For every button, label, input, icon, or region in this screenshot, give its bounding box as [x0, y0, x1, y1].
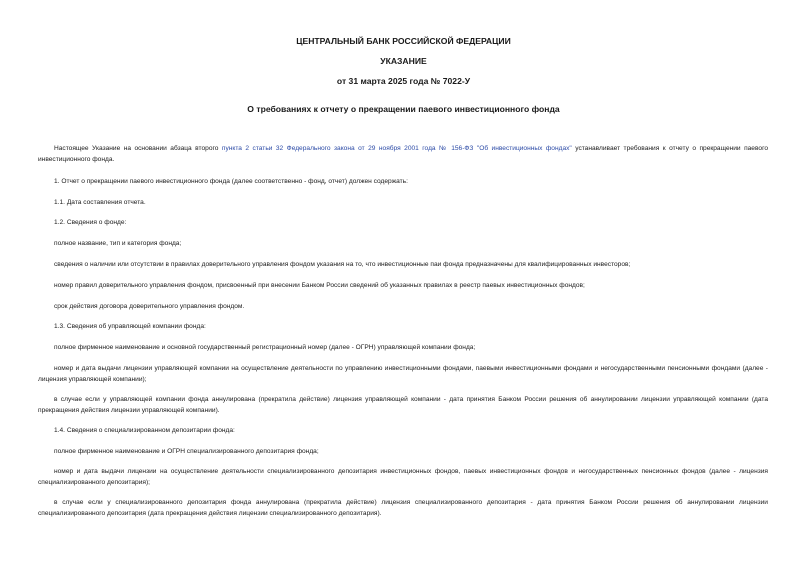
- document-title: О требованиях к отчету о прекращении паевого инвестиционного фонда: [247, 104, 560, 114]
- preamble-text-end: устанавливает требования к отчету о прекращении паевого инвестиционного фонда.: [38, 145, 768, 163]
- paragraph-1-1: 1.1. Дата составления отчета.: [54, 199, 146, 206]
- mc-item-annulment: в случае если у управляющей компании фонда аннулирована (прекратила действие) лицензия управляющей компании - дата принятия Банком России решения об аннулировании лицензии управляющей компании (дата прекращения действия лицензии управляющей компании).: [38, 396, 768, 414]
- mc-item-license: номер и дата выдачи лицензии управляющей компании на осуществление деятельности по управлению инвестиционными фондами, паевыми инвестиционными фондами и негосударственными пенсионными фондами (далее - лицензия управляющей компании);: [38, 365, 768, 383]
- document-type: УКАЗАНИЕ: [380, 56, 427, 66]
- fund-item-rules-number: номер правил доверительного управления фондом, присвоенный при внесении Банком России сведений об указанных правилах в реестр паевых инвестиционных фондов;: [54, 282, 585, 289]
- sd-item-annulment: в случае если у специализированного депозитария фонда аннулирована (прекратила действие) лицензия специализированного депозитария - дата принятия Банком России решения об аннулировании лицензии специализированного депозитария (дата прекращения действия лицензии специализированного депозитария).: [38, 499, 768, 517]
- paragraph-1-3: 1.3. Сведения об управляющей компании фонда:: [54, 323, 206, 330]
- paragraph-1-2: 1.2. Сведения о фонде:: [54, 219, 127, 226]
- sd-item-name: полное фирменное наименование и ОГРН специализированного депозитария фонда;: [54, 448, 319, 455]
- fund-item-term: срок действия договора доверительного управления фондом.: [54, 303, 245, 310]
- law-reference-link[interactable]: пункта 2 статьи 32 Федерального закона от 29 ноября 2001 года № 156-ФЗ "Об инвестиционных фондах": [221, 145, 572, 152]
- fund-item-qualified: сведения о наличии или отсутствии в правилах доверительного управления фондом указания на то, что инвестиционные паи фонда предназначены для квалифицированных инвесторов;: [54, 261, 631, 268]
- preamble-paragraph: [38, 144, 768, 165]
- issuer-name: ЦЕНТРАЛЬНЫЙ БАНК РОССИЙСКОЙ ФЕДЕРАЦИИ: [296, 36, 511, 46]
- mc-item-name: полное фирменное наименование и основной государственный регистрационный номер (далее - ОГРН) управляющей компании фонда;: [54, 344, 476, 351]
- paragraph-1-4: 1.4. Сведения о специализированном депозитарии фонда:: [54, 427, 235, 434]
- fund-item-name: полное название, тип и категория фонда;: [54, 240, 182, 247]
- paragraph-1: 1. Отчет о прекращении паевого инвестиционного фонда (далее соответственно - фонд, отчет) должен содержать:: [54, 178, 408, 185]
- preamble-text-start: Настоящее Указание на основании абзаца второго: [54, 145, 222, 152]
- sd-item-license: номер и дата выдачи лицензии на осуществление деятельности специализированного депозитария инвестиционных фондов, паевых инвестиционных фондов и негосударственных пенсионных фондов (далее - лицензия специализированного депозитария);: [38, 468, 768, 486]
- document-date-number: от 31 марта 2025 года № 7022-У: [336, 76, 471, 86]
